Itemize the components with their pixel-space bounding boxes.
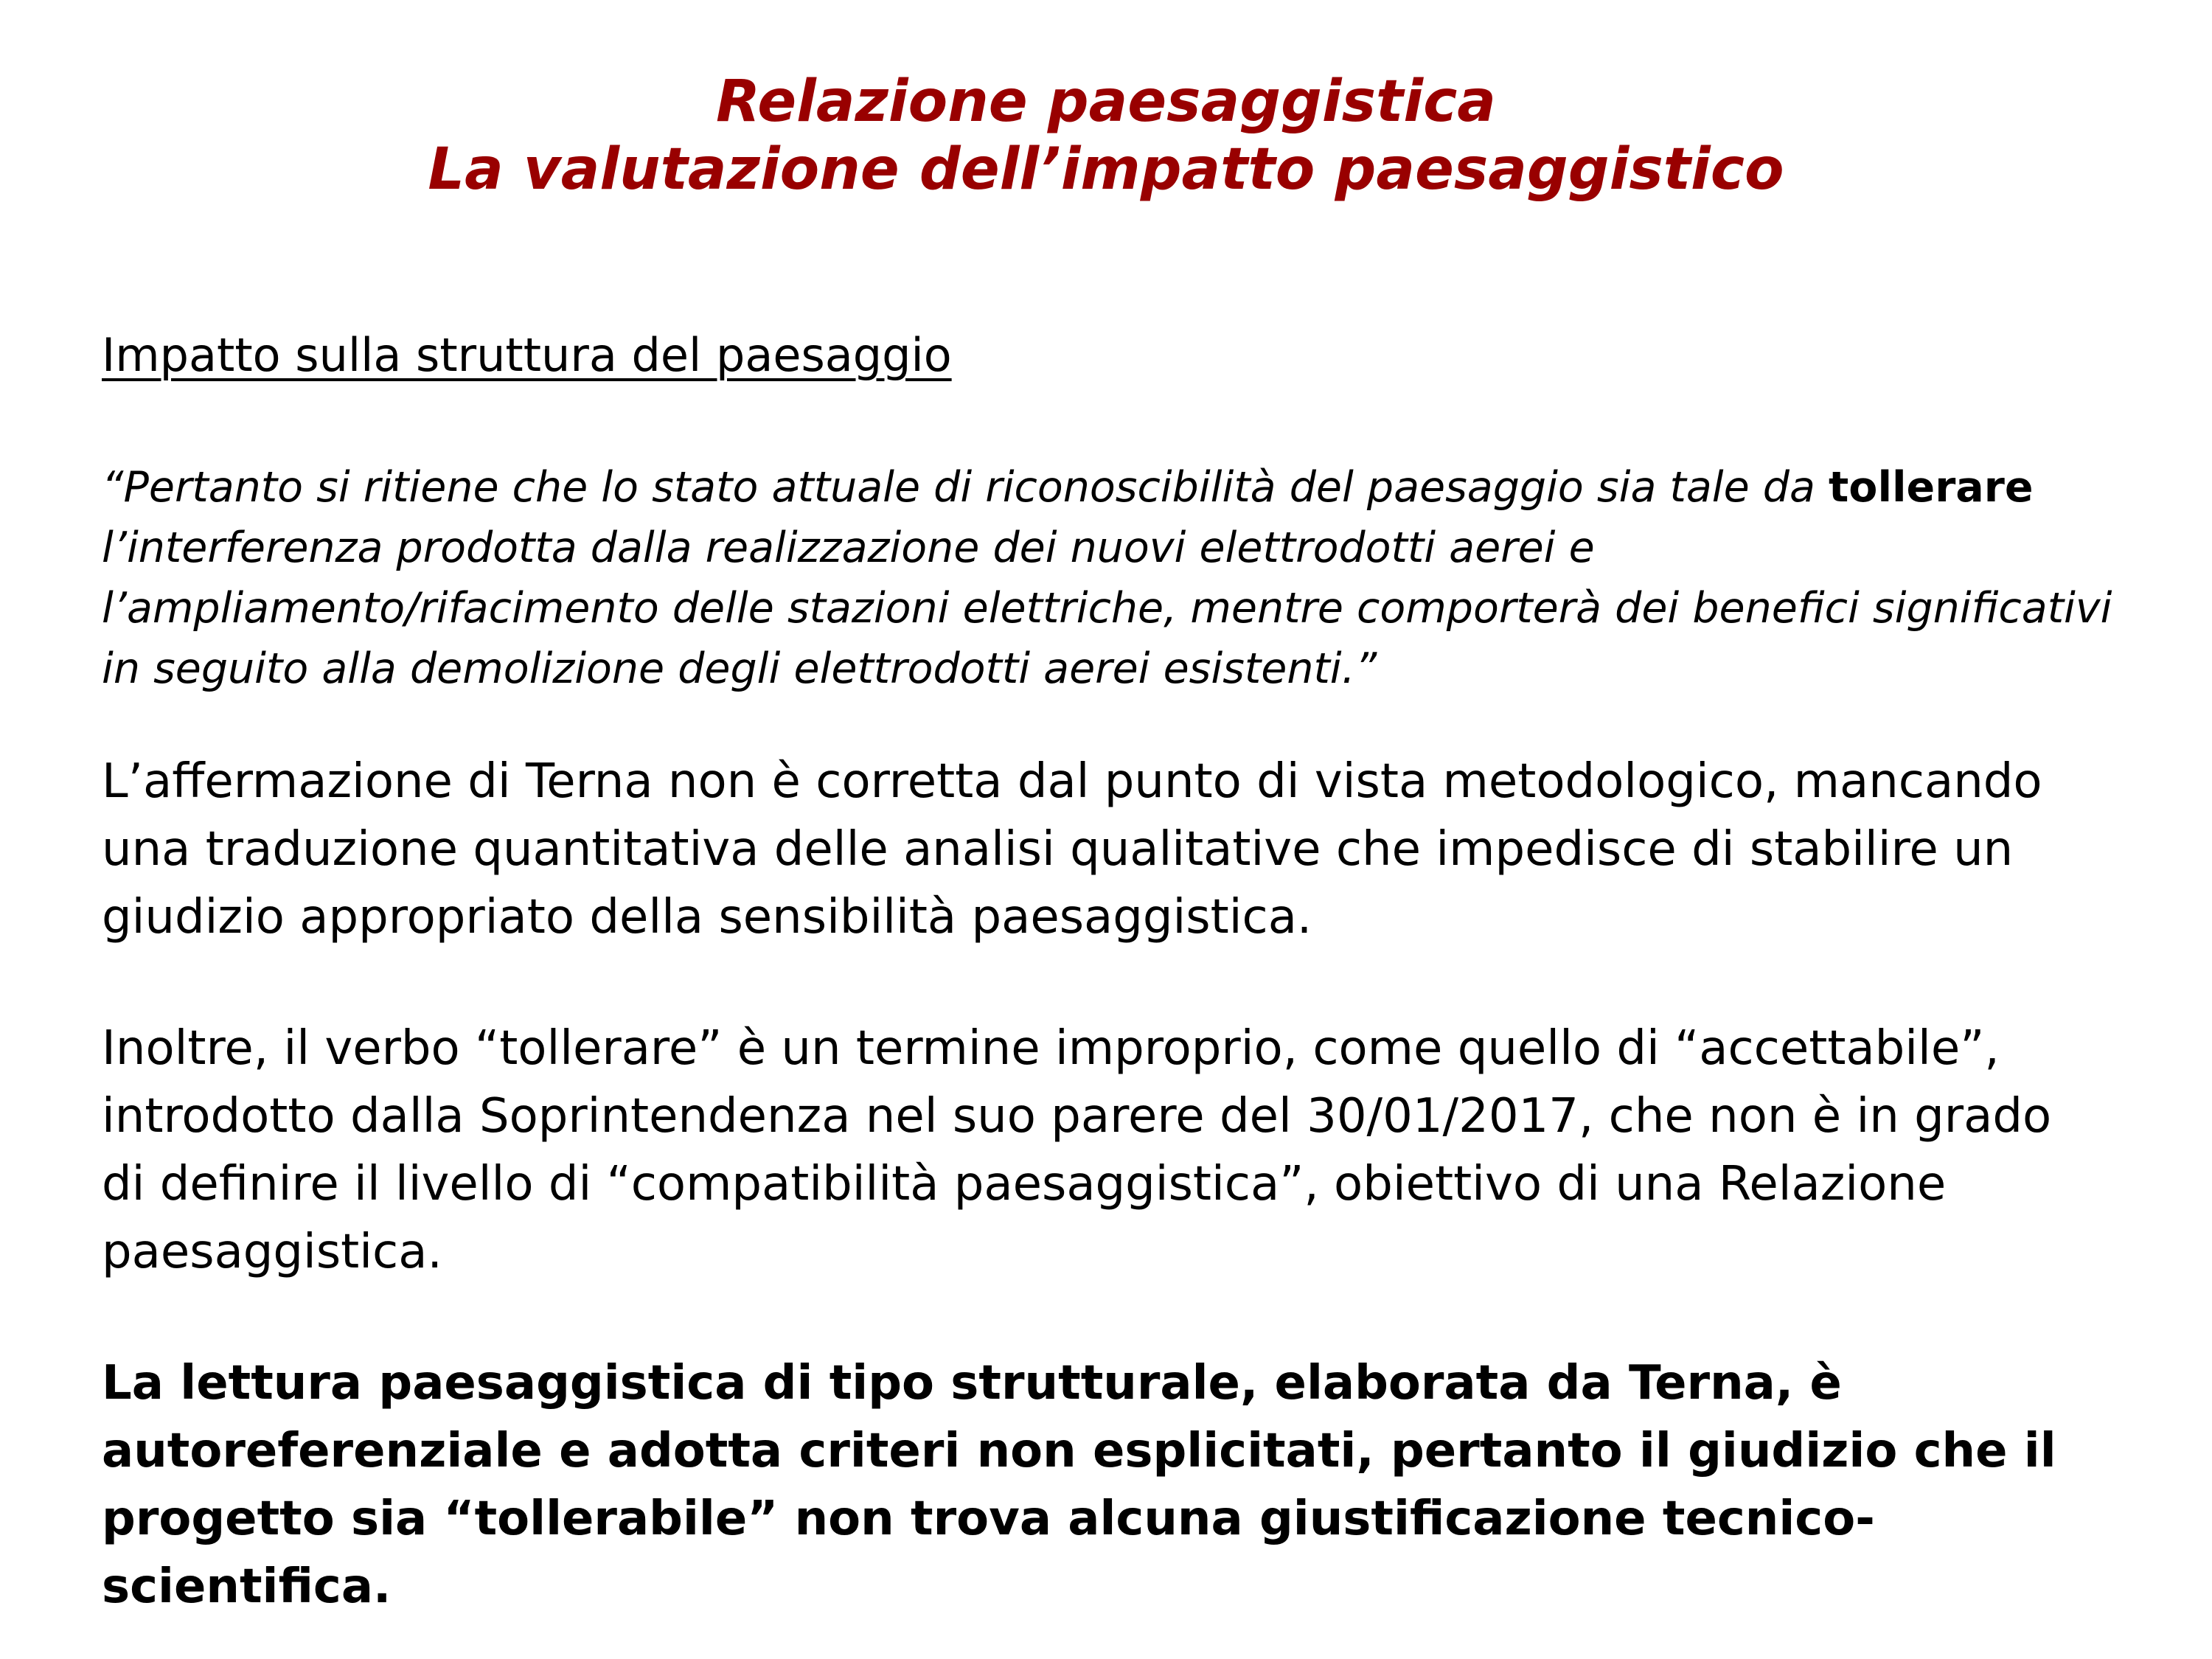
quote-line-1-text: “Pertanto si ritiene che lo stato attuale di riconoscibilità del paesaggio sia tale da <box>102 463 1829 512</box>
slide-title: Relazione paesaggistica <box>716 69 1496 135</box>
paragraph-2-line-2: introdotto dalla Soprintendenza nel suo parere del 30/01/2017, che non è in grado <box>102 1089 2052 1144</box>
conclusion-line-4: scientifica. <box>102 1559 392 1614</box>
paragraph-2-line-1: Inoltre, il verbo “tollerare” è un termine improprio, come quello di “accettabile”, <box>102 1021 2000 1076</box>
quote-line-3: l’ampliamento/rifacimento delle stazioni elettriche, mentre comporterà dei benefici significativi <box>102 584 2112 633</box>
conclusion-line-1: La lettura paesaggistica di tipo strutturale, elaborata da Terna, è <box>102 1356 1842 1411</box>
paragraph-1-line-2: una traduzione quantitativa delle analisi qualitative che impedisce di stabilire un <box>102 822 2014 877</box>
quote-line-1 <box>102 457 2034 518</box>
conclusion-line-2: autoreferenziale e adotta criteri non esplicitati, pertanto il giudizio che il <box>102 1424 2056 1478</box>
paragraph-1-line-3: giudizio appropriato della sensibilità paesaggistica. <box>102 890 1312 945</box>
paragraph-2-line-3: di definire il livello di “compatibilità paesaggistica”, obiettivo di una Relazione <box>102 1157 1947 1211</box>
slide-subtitle-title: La valutazione dell’impatto paesaggistico <box>428 136 1784 203</box>
paragraph-1-line-1: L’affermazione di Terna non è corretta dal punto di vista metodologico, mancando <box>102 754 2042 809</box>
section-heading: Impatto sulla struttura del paesaggio <box>102 328 952 382</box>
conclusion-line-3: progetto sia “tollerabile” non trova alcuna giustificazione tecnico- <box>102 1492 1875 1546</box>
quote-line-2: l’interferenza prodotta dalla realizzazione dei nuovi elettrodotti aerei e <box>102 524 1595 572</box>
quote-line-4: in seguito alla demolizione degli elettrodotti aerei esistenti.” <box>102 644 1377 693</box>
quote-emphasis: tollerare <box>1829 463 2034 512</box>
paragraph-2-line-4: paesaggistica. <box>102 1225 442 1279</box>
